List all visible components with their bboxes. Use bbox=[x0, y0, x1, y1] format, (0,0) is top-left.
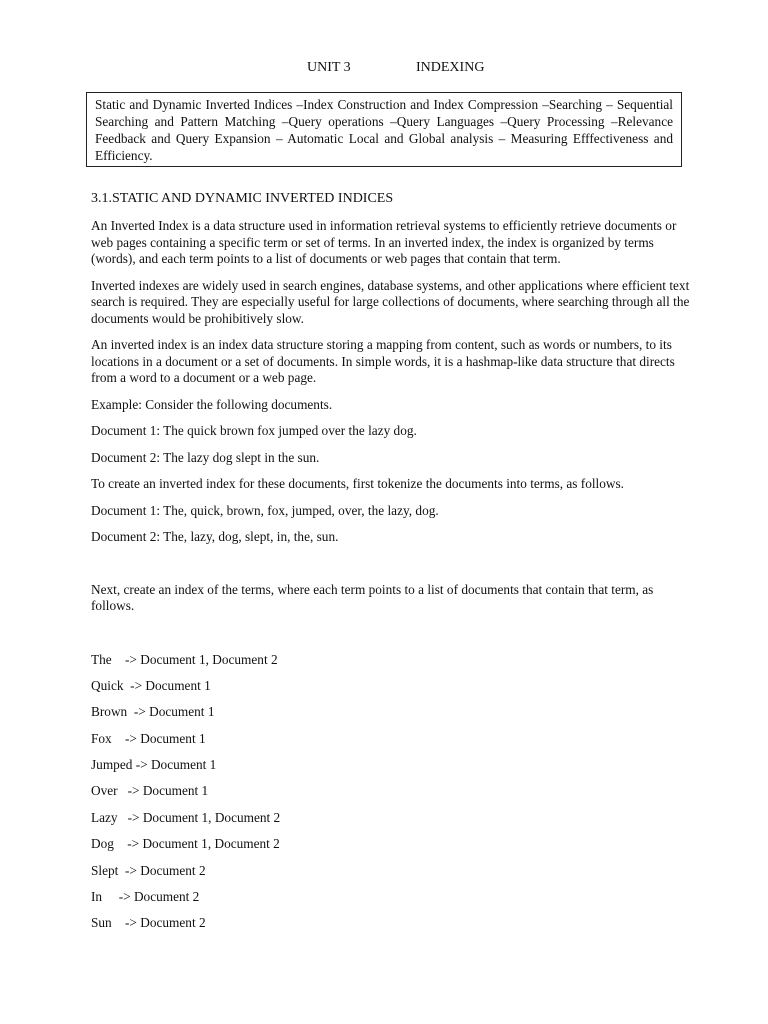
index-term: In bbox=[91, 889, 119, 905]
index-entry bbox=[91, 731, 696, 757]
index-docs: -> Document 1, Document 2 bbox=[127, 836, 280, 852]
index-entry bbox=[91, 704, 696, 730]
index-term: Brown bbox=[91, 704, 134, 720]
paragraph-tokens-2: Document 2: The, lazy, dog, slept, in, the, sun. bbox=[91, 529, 339, 544]
index-entry bbox=[91, 836, 696, 862]
index-entry bbox=[91, 863, 696, 889]
index-term: Slept bbox=[91, 862, 125, 878]
index-entry bbox=[91, 889, 696, 915]
index-term: Dog bbox=[91, 836, 128, 852]
index-term: Over bbox=[91, 783, 128, 799]
index-term: Quick bbox=[91, 677, 131, 693]
index-docs: -> Document 2 bbox=[118, 889, 200, 905]
paragraph-mapping: An inverted index is an index data structure storing a mapping from content, such as words or numbers, to its locations in a document or a set of documents. In simple words, it is a hashmap-like data structure that directs from a word to a document or a web page. bbox=[91, 337, 675, 385]
index-docs: -> Document 2 bbox=[125, 915, 206, 931]
index-docs: -> Document 2 bbox=[124, 862, 206, 878]
paragraph-definition: An Inverted Index is a data structure used in information retrieval systems to efficiently retrieve documents or web pages containing a specific term or set of terms. In an inverted index, the index is organized by terms (words), and each term points to a list of documents or web pages that contain that term. bbox=[91, 218, 677, 266]
paragraph-example-intro: Example: Consider the following documents. bbox=[91, 396, 333, 412]
index-docs: -> Document 1 bbox=[127, 783, 209, 799]
unit-header bbox=[0, 59, 768, 77]
paragraph-tokenize: To create an inverted index for these documents, first tokenize the documents into terms, as follows. bbox=[91, 476, 625, 491]
unit-label: UNIT 3 bbox=[307, 60, 351, 75]
index-entry bbox=[91, 783, 696, 809]
index-docs: -> Document 1 bbox=[135, 757, 217, 773]
index-entry bbox=[91, 915, 696, 941]
index-docs: -> Document 1 bbox=[125, 730, 206, 746]
inverted-index-list bbox=[91, 652, 696, 942]
unit-title: INDEXING bbox=[416, 60, 485, 75]
index-docs: -> Document 1, Document 2 bbox=[127, 809, 281, 825]
section-heading: 3.1.STATIC AND DYNAMIC INVERTED INDICES bbox=[91, 191, 394, 206]
index-term: The bbox=[91, 651, 125, 667]
syllabus-box: Static and Dynamic Inverted Indices –Index Construction and Index Compression –Searching – Sequential Searching and Pattern Matching –Query operations –Query Languages –Query Processing –Relevance Feedback and Query Expansion – Automatic Local and Global analysis – Measuring Efffectiveness and Efficiency. bbox=[86, 92, 682, 167]
paragraph-usage: Inverted indexes are widely used in search engines, database systems, and other applications where efficient text search is required. They are especially useful for large collections of documents, where searching through all the documents would be prohibitively slow. bbox=[91, 277, 690, 326]
paragraph-tokens-1: Document 1: The, quick, brown, fox, jumped, over, the lazy, dog. bbox=[91, 502, 439, 518]
index-docs: -> Document 1 bbox=[133, 704, 215, 720]
paragraph-document-1: Document 1: The quick brown fox jumped over the lazy dog. bbox=[91, 423, 417, 438]
index-term: Lazy bbox=[91, 809, 128, 825]
index-entry bbox=[91, 652, 696, 678]
main-content bbox=[91, 190, 696, 942]
index-term: Sun bbox=[91, 915, 125, 931]
index-entry bbox=[91, 810, 696, 836]
index-term: Fox bbox=[91, 730, 125, 746]
index-docs: -> Document 1 bbox=[130, 677, 211, 693]
index-docs: -> Document 1, Document 2 bbox=[124, 651, 278, 667]
paragraph-next: Next, create an index of the terms, where each term points to a list of documents that contain that term, as follows. bbox=[91, 581, 654, 613]
index-entry bbox=[91, 678, 696, 704]
index-term: Jumped bbox=[91, 757, 136, 773]
index-entry bbox=[91, 757, 696, 783]
paragraph-document-2: Document 2: The lazy dog slept in the sun. bbox=[91, 449, 320, 465]
